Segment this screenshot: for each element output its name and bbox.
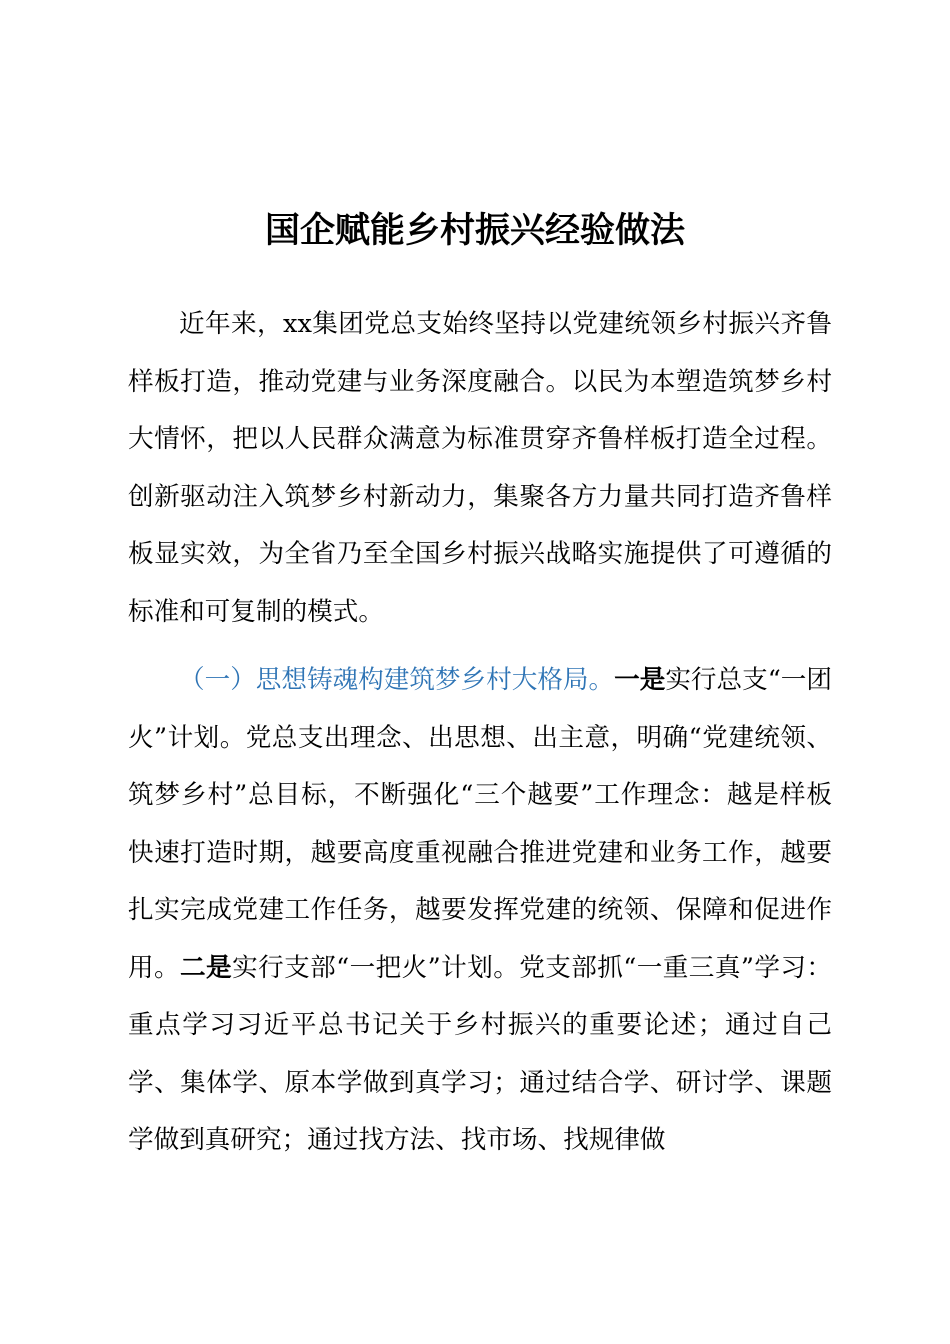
section-1-paragraph: [128, 652, 832, 1170]
point-text-1: 实行总支“一团火”计划。党总支出理念、出思想、出主意，明确“党建统领、筑梦乡村”总目标，不断强化“三个越要”工作理念：越是样板快速打造时期，越要高度重视融合推进党建和业务工作，越要扎实完成党建工作任务，越要发挥党建的统领、保障和促进作用。: [128, 665, 832, 983]
point-marker-2: 二是: [180, 952, 233, 983]
section-1-heading: （一）思想铸魂构建筑梦乡村大格局。: [179, 665, 615, 695]
point-text-2: 实行支部“一把火”计划。党支部抓“一重三真”学习：重点学习习近平总书记关于乡村振兴的重要论述；通过自己学、集体学、原本学做到真学习；通过结合学、研讨学、课题学做到真研究；通过找方法、找市场、找规律做: [128, 952, 832, 1155]
point-marker-1: 一是: [614, 665, 666, 695]
document-title: 国企赋能乡村振兴经验做法: [264, 210, 685, 251]
intro-paragraph: 近年来，xx集团党总支始终坚持以党建统领乡村振兴齐鲁样板打造，推动党建与业务深度融合。以民为本塑造筑梦乡村大情怀，把以人民群众满意为标准贯穿齐鲁样板打造全过程。创新驱动注入筑梦乡村新动力，集聚各方力量共同打造齐鲁样板显实效，为全省乃至全国乡村振兴战略实施提供了可遵循的标准和可复制的模式。: [128, 309, 832, 627]
